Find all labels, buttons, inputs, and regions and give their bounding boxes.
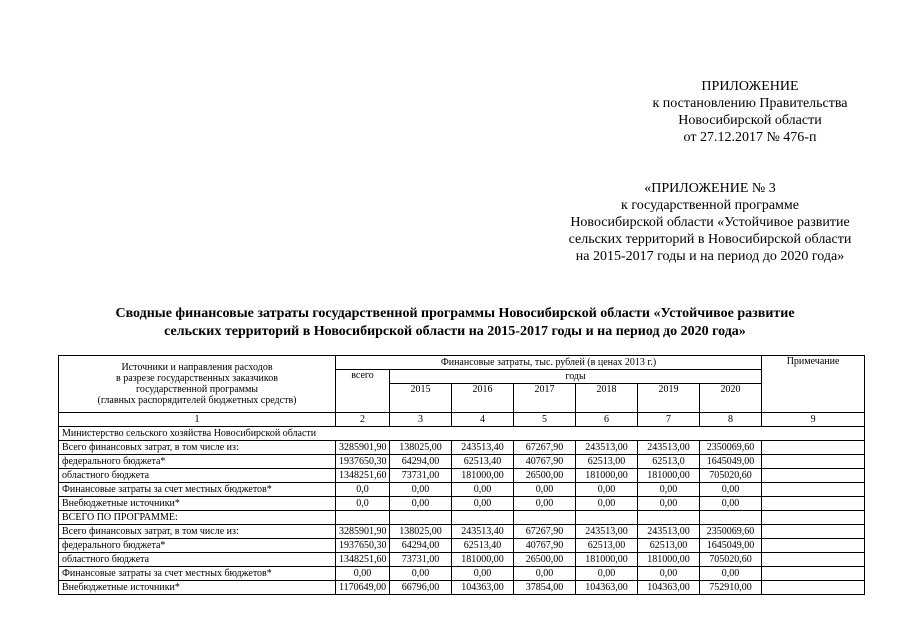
document-title bbox=[40, 305, 870, 341]
cell-2020: 2350069,60 bbox=[700, 525, 762, 539]
table-row bbox=[59, 553, 865, 567]
cell-2017: 40767,90 bbox=[514, 539, 576, 553]
appendix-line: к постановлению Правительства bbox=[652, 96, 848, 111]
section-row bbox=[59, 511, 865, 525]
cell-note bbox=[762, 553, 865, 567]
cell-2020: 705020,60 bbox=[700, 469, 762, 483]
cell-2015: 0,00 bbox=[390, 483, 452, 497]
cell-2019: 181000,00 bbox=[638, 553, 700, 567]
cell-2018: 243513,00 bbox=[576, 441, 638, 455]
cell-total: 0,0 bbox=[336, 483, 390, 497]
appendix-line: ПРИЛОЖЕНИЕ bbox=[701, 79, 799, 94]
table-row bbox=[59, 525, 865, 539]
header-sources-line: (главных распорядителей бюджетных средств) bbox=[97, 395, 297, 406]
cell-2018: 0,00 bbox=[576, 567, 638, 581]
cell-total: 3285901,90 bbox=[336, 525, 390, 539]
empty-cell bbox=[390, 511, 452, 525]
cell-total: 1937650,30 bbox=[336, 455, 390, 469]
row-label: Всего финансовых затрат, в том числе из: bbox=[59, 525, 336, 539]
column-number: 4 bbox=[452, 413, 514, 427]
cell-total: 1170649,00 bbox=[336, 581, 390, 595]
cell-2016: 243513,40 bbox=[452, 441, 514, 455]
cell-2015: 0,00 bbox=[390, 567, 452, 581]
cell-2018: 0,00 bbox=[576, 483, 638, 497]
row-label: Внебюджетные источники* bbox=[59, 581, 336, 595]
cell-2019: 0,00 bbox=[638, 483, 700, 497]
row-label: федерального бюджета* bbox=[59, 455, 336, 469]
row-label: областного бюджета bbox=[59, 469, 336, 483]
cell-2017: 0,00 bbox=[514, 567, 576, 581]
cell-2018: 62513,00 bbox=[576, 455, 638, 469]
cell-2020: 1645049,00 bbox=[700, 455, 762, 469]
column-number: 1 bbox=[59, 413, 336, 427]
header-sources-line: Источники и направления расходов bbox=[121, 362, 273, 373]
cell-2018: 181000,00 bbox=[576, 553, 638, 567]
cell-2017: 67267,90 bbox=[514, 525, 576, 539]
table-row bbox=[59, 455, 865, 469]
row-label: Финансовые затраты за счет местных бюджетов* bbox=[59, 567, 336, 581]
appendix3-line: «ПРИЛОЖЕНИЕ № 3 bbox=[644, 181, 776, 196]
cell-2019: 0,00 bbox=[638, 567, 700, 581]
cell-2015: 64294,00 bbox=[390, 455, 452, 469]
table-row bbox=[59, 539, 865, 553]
cell-note bbox=[762, 567, 865, 581]
cell-2015: 0,00 bbox=[390, 497, 452, 511]
cell-2016: 181000,00 bbox=[452, 469, 514, 483]
header-total: всего bbox=[336, 370, 390, 413]
cell-2017: 40767,90 bbox=[514, 455, 576, 469]
document-title-line: Сводные финансовые затраты государственной программы Новосибирской области «Устойчивое развитие bbox=[115, 306, 795, 321]
row-label: Финансовые затраты за счет местных бюджетов* bbox=[59, 483, 336, 497]
empty-cell bbox=[514, 511, 576, 525]
header-costs: Финансовые затраты, тыс. рублей (в ценах 2013 г.) bbox=[336, 356, 762, 370]
cell-note bbox=[762, 441, 865, 455]
column-number: 3 bbox=[390, 413, 452, 427]
column-number: 6 bbox=[576, 413, 638, 427]
empty-cell bbox=[762, 511, 865, 525]
cell-2016: 0,00 bbox=[452, 497, 514, 511]
table-row bbox=[59, 483, 865, 497]
header-year-2020: 2020 bbox=[700, 384, 762, 413]
cell-2017: 67267,90 bbox=[514, 441, 576, 455]
empty-cell bbox=[638, 511, 700, 525]
table-row bbox=[59, 581, 865, 595]
cell-2019: 181000,00 bbox=[638, 469, 700, 483]
cell-2020: 0,00 bbox=[700, 567, 762, 581]
cell-2017: 0,00 bbox=[514, 483, 576, 497]
cell-2019: 243513,00 bbox=[638, 525, 700, 539]
cell-2019: 62513,0 bbox=[638, 455, 700, 469]
cell-total: 1937650,30 bbox=[336, 539, 390, 553]
cell-2016: 62513,40 bbox=[452, 539, 514, 553]
cell-2018: 104363,00 bbox=[576, 581, 638, 595]
cell-2015: 64294,00 bbox=[390, 539, 452, 553]
column-number: 7 bbox=[638, 413, 700, 427]
cell-note bbox=[762, 497, 865, 511]
table-row bbox=[59, 497, 865, 511]
row-label: Всего финансовых затрат, в том числе из: bbox=[59, 441, 336, 455]
cell-2016: 181000,00 bbox=[452, 553, 514, 567]
cell-2017: 26500,00 bbox=[514, 469, 576, 483]
financial-costs-table bbox=[58, 355, 865, 595]
cell-2015: 138025,00 bbox=[390, 525, 452, 539]
cell-2019: 104363,00 bbox=[638, 581, 700, 595]
appendix3-header bbox=[545, 180, 875, 265]
cell-note bbox=[762, 455, 865, 469]
cell-2017: 0,00 bbox=[514, 497, 576, 511]
header-year-2018: 2018 bbox=[576, 384, 638, 413]
cell-2016: 0,00 bbox=[452, 567, 514, 581]
cell-2018: 243513,00 bbox=[576, 525, 638, 539]
cell-2020: 0,00 bbox=[700, 497, 762, 511]
empty-cell bbox=[336, 511, 390, 525]
cell-note bbox=[762, 539, 865, 553]
empty-cell bbox=[576, 511, 638, 525]
empty-cell bbox=[452, 511, 514, 525]
cell-2019: 62513,00 bbox=[638, 539, 700, 553]
column-number: 8 bbox=[700, 413, 762, 427]
section-row bbox=[59, 427, 865, 441]
cell-2020: 752910,00 bbox=[700, 581, 762, 595]
header-years: годы bbox=[390, 370, 762, 384]
cell-2019: 0,00 bbox=[638, 497, 700, 511]
cell-2016: 243513,40 bbox=[452, 525, 514, 539]
table-row bbox=[59, 441, 865, 455]
appendix3-line: Новосибирской области «Устойчивое развитие bbox=[570, 215, 850, 230]
cell-2020: 0,00 bbox=[700, 483, 762, 497]
header-year-2015: 2015 bbox=[390, 384, 452, 413]
table-row bbox=[59, 469, 865, 483]
appendix3-line: к государственной программе bbox=[621, 198, 799, 213]
cell-total: 1348251,60 bbox=[336, 469, 390, 483]
row-label: Внебюджетные источники* bbox=[59, 497, 336, 511]
cell-2018: 181000,00 bbox=[576, 469, 638, 483]
empty-cell bbox=[700, 511, 762, 525]
cell-note bbox=[762, 483, 865, 497]
cell-note bbox=[762, 581, 865, 595]
cell-2020: 1645049,00 bbox=[700, 539, 762, 553]
appendix-line: от 27.12.2017 № 476-п bbox=[683, 130, 817, 145]
row-label: областного бюджета bbox=[59, 553, 336, 567]
cell-2020: 705020,60 bbox=[700, 553, 762, 567]
cell-2020: 2350069,60 bbox=[700, 441, 762, 455]
column-number: 5 bbox=[514, 413, 576, 427]
column-number: 2 bbox=[336, 413, 390, 427]
cell-total: 0,00 bbox=[336, 567, 390, 581]
cell-note bbox=[762, 525, 865, 539]
cell-2015: 73731,00 bbox=[390, 469, 452, 483]
cell-2019: 243513,00 bbox=[638, 441, 700, 455]
section-title: ВСЕГО ПО ПРОГРАММЕ: bbox=[59, 511, 336, 525]
cell-2017: 26500,00 bbox=[514, 553, 576, 567]
section-title: Министерство сельского хозяйства Новосибирской области bbox=[59, 427, 865, 441]
header-sources bbox=[59, 356, 336, 413]
header-year-2019: 2019 bbox=[638, 384, 700, 413]
cell-2015: 73731,00 bbox=[390, 553, 452, 567]
header-sources-line: в разрезе государственных заказчиков bbox=[116, 373, 278, 384]
header-year-2016: 2016 bbox=[452, 384, 514, 413]
cell-2015: 138025,00 bbox=[390, 441, 452, 455]
cell-2018: 0,00 bbox=[576, 497, 638, 511]
cell-2017: 37854,00 bbox=[514, 581, 576, 595]
cell-total: 1348251,60 bbox=[336, 553, 390, 567]
cell-total: 3285901,90 bbox=[336, 441, 390, 455]
header-sources-line: государственной программы bbox=[135, 384, 259, 395]
header-note: Примечание bbox=[762, 356, 865, 413]
appendix-line: Новосибирской области bbox=[678, 113, 822, 128]
cell-2016: 62513,40 bbox=[452, 455, 514, 469]
row-label: федерального бюджета* bbox=[59, 539, 336, 553]
table-row bbox=[59, 567, 865, 581]
cell-2015: 66796,00 bbox=[390, 581, 452, 595]
cell-2016: 104363,00 bbox=[452, 581, 514, 595]
cell-note bbox=[762, 469, 865, 483]
appendix-header bbox=[600, 78, 900, 146]
document-title-line: сельских территорий в Новосибирской области на 2015-2017 годы и на период до 2020 года» bbox=[164, 324, 746, 339]
header-year-2017: 2017 bbox=[514, 384, 576, 413]
cell-2016: 0,00 bbox=[452, 483, 514, 497]
cell-total: 0,0 bbox=[336, 497, 390, 511]
column-number: 9 bbox=[762, 413, 865, 427]
cell-2018: 62513,00 bbox=[576, 539, 638, 553]
appendix3-line: сельских территорий в Новосибирской области bbox=[568, 232, 852, 247]
appendix3-line: на 2015-2017 годы и на период до 2020 года» bbox=[575, 249, 845, 264]
